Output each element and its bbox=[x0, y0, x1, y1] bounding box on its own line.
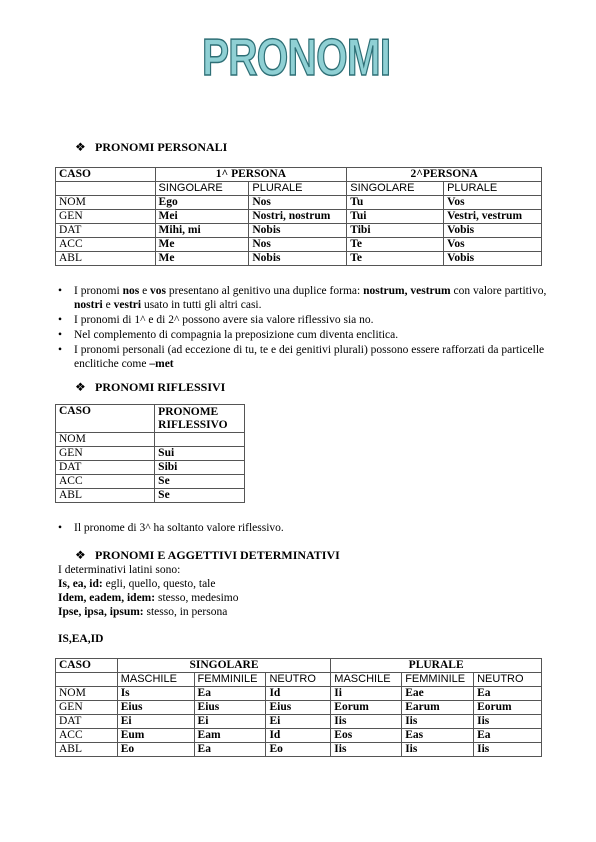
subheader-cell: MASCHILE bbox=[331, 673, 402, 687]
subheader-cell: MASCHILE bbox=[117, 673, 194, 687]
table-row bbox=[56, 461, 245, 475]
table-row bbox=[56, 252, 542, 266]
table-cell: Ea bbox=[474, 729, 542, 743]
section-heading-text: PRONOMI E AGGETTIVI DETERMINATIVI bbox=[95, 548, 340, 562]
list-item: • I pronomi personali (ad eccezione di tu, te e dei genitivi plurali) possono essere rafforzati da particelle enclitiche come –met bbox=[58, 343, 548, 371]
table-cell: Ea bbox=[474, 687, 542, 701]
empty-cell bbox=[56, 182, 156, 196]
table-cell: Ii bbox=[331, 687, 402, 701]
table-cell: Eum bbox=[117, 729, 194, 743]
subheader-cell: FEMMINILE bbox=[402, 673, 474, 687]
subheader-cell: SINGOLARE bbox=[155, 182, 249, 196]
section-heading-text: PRONOMI RIFLESSIVI bbox=[95, 380, 226, 394]
case-cell: GEN bbox=[56, 210, 156, 224]
table-cell: Nostri, nostrum bbox=[249, 210, 347, 224]
table-row bbox=[56, 701, 542, 715]
table-cell: Me bbox=[155, 252, 249, 266]
table-cell: Vobis bbox=[444, 224, 542, 238]
is-ea-id-table bbox=[55, 658, 542, 757]
case-cell: GEN bbox=[56, 447, 155, 461]
case-cell: ACC bbox=[56, 475, 155, 489]
table-header-row bbox=[56, 659, 542, 673]
table-row bbox=[56, 475, 245, 489]
subheader-cell: NEUTRO bbox=[474, 673, 542, 687]
header-cell: CASO bbox=[56, 659, 118, 673]
table-cell: Vos bbox=[444, 238, 542, 252]
table-cell: Eius bbox=[117, 701, 194, 715]
case-cell: ACC bbox=[56, 729, 118, 743]
table-header-row bbox=[56, 168, 542, 182]
table-cell: Nobis bbox=[249, 224, 347, 238]
list-item: Idem, eadem, idem: stesso, medesimo bbox=[58, 592, 239, 604]
table-cell: Ei bbox=[194, 715, 266, 729]
determinativi-list bbox=[58, 563, 238, 619]
table-cell: Te bbox=[347, 238, 444, 252]
subheader-cell: FEMMINILE bbox=[194, 673, 266, 687]
header-cell: SINGOLARE bbox=[117, 659, 331, 673]
table-cell: Se bbox=[155, 489, 245, 503]
reflexive-pronouns-table bbox=[55, 404, 245, 503]
table-cell: Iis bbox=[402, 743, 474, 757]
table-row bbox=[56, 196, 542, 210]
table-row bbox=[56, 210, 542, 224]
header-cell: CASO bbox=[56, 168, 156, 182]
table-cell: Eo bbox=[266, 743, 331, 757]
table-cell: Vos bbox=[444, 196, 542, 210]
list-item: Is, ea, id: egli, quello, questo, tale bbox=[58, 578, 216, 590]
table-cell: Me bbox=[155, 238, 249, 252]
table-cell: Vobis bbox=[444, 252, 542, 266]
table-header-row bbox=[56, 405, 245, 433]
subheader-cell: NEUTRO bbox=[266, 673, 331, 687]
table-row bbox=[56, 433, 245, 447]
list-item: • I pronomi nos e vos presentano al genitivo una duplice forma: nostrum, vestrum con valore partitivo, nostri e vestri usato in tutti gli altri casi. bbox=[58, 284, 548, 312]
table-cell: Ei bbox=[117, 715, 194, 729]
table-cell: Eo bbox=[117, 743, 194, 757]
case-cell: DAT bbox=[56, 461, 155, 475]
list-item: • Il pronome di 3^ ha soltanto valore riflessivo. bbox=[58, 521, 548, 535]
table-cell: Iis bbox=[474, 743, 542, 757]
notes-list-personali bbox=[58, 284, 548, 371]
header-cell: PLURALE bbox=[331, 659, 542, 673]
table-row bbox=[56, 743, 542, 757]
notes-list-riflessivi bbox=[58, 521, 548, 535]
intro-text: I determinativi latini sono: bbox=[58, 564, 181, 576]
table-row bbox=[56, 489, 245, 503]
table-cell: Ea bbox=[194, 687, 266, 701]
table-cell: Nos bbox=[249, 196, 347, 210]
list-item: • I pronomi di 1^ e di 2^ possono avere sia valore riflessivo sia no. bbox=[58, 313, 548, 327]
case-cell: ABL bbox=[56, 743, 118, 757]
diamond-bullet-icon: ❖ bbox=[75, 548, 86, 562]
table-cell: Mihi, mi bbox=[155, 224, 249, 238]
table-row bbox=[56, 238, 542, 252]
subheader-cell: PLURALE bbox=[444, 182, 542, 196]
subheader-cell: SINGOLARE bbox=[347, 182, 444, 196]
diamond-bullet-icon: ❖ bbox=[75, 380, 86, 394]
table-cell: Id bbox=[266, 729, 331, 743]
case-cell: NOM bbox=[56, 687, 118, 701]
list-item: Ipse, ipsa, ipsum: stesso, in persona bbox=[58, 606, 228, 618]
table-subheader-row bbox=[56, 182, 542, 196]
table-cell: Eorum bbox=[474, 701, 542, 715]
table-cell: Earum bbox=[402, 701, 474, 715]
table-row bbox=[56, 729, 542, 743]
table-cell: Id bbox=[266, 687, 331, 701]
table-row bbox=[56, 224, 542, 238]
table-cell: Se bbox=[155, 475, 245, 489]
table-cell: Eos bbox=[331, 729, 402, 743]
table-cell: Eas bbox=[402, 729, 474, 743]
page-title: PRONOMI bbox=[202, 29, 391, 87]
header-cell: CASO bbox=[56, 405, 155, 433]
subheader-cell: PLURALE bbox=[249, 182, 347, 196]
table-cell: Eorum bbox=[331, 701, 402, 715]
table-cell: Nobis bbox=[249, 252, 347, 266]
section-heading-riflessivi bbox=[75, 380, 225, 395]
empty-cell bbox=[56, 673, 118, 687]
table-cell: Ei bbox=[266, 715, 331, 729]
table-cell: Iis bbox=[402, 715, 474, 729]
table-cell: Is bbox=[117, 687, 194, 701]
personal-pronouns-table bbox=[55, 167, 542, 266]
case-cell: ABL bbox=[56, 252, 156, 266]
table-cell: Tui bbox=[347, 210, 444, 224]
table-cell: Tu bbox=[347, 196, 444, 210]
table-cell: Vestri, vestrum bbox=[444, 210, 542, 224]
section-heading-determinativi bbox=[75, 548, 340, 563]
case-cell: NOM bbox=[56, 433, 155, 447]
table-cell: Eius bbox=[266, 701, 331, 715]
header-cell: 1^ PERSONA bbox=[155, 168, 347, 182]
table-cell: Te bbox=[347, 252, 444, 266]
case-cell: NOM bbox=[56, 196, 156, 210]
header-cell: PRONOME RIFLESSIVO bbox=[155, 405, 245, 433]
table-row bbox=[56, 447, 245, 461]
table-cell: Eam bbox=[194, 729, 266, 743]
table-cell: Nos bbox=[249, 238, 347, 252]
table-cell: Tibi bbox=[347, 224, 444, 238]
subheading-is-ea-id: IS,EA,ID bbox=[58, 633, 104, 645]
case-cell: ACC bbox=[56, 238, 156, 252]
table-cell: Iis bbox=[474, 715, 542, 729]
list-item: • Nel complemento di compagnia la preposizione cum diventa enclitica. bbox=[58, 328, 548, 342]
case-cell: DAT bbox=[56, 224, 156, 238]
diamond-bullet-icon: ❖ bbox=[75, 140, 86, 154]
table-row bbox=[56, 715, 542, 729]
table-cell: Sibi bbox=[155, 461, 245, 475]
case-cell: DAT bbox=[56, 715, 118, 729]
table-cell: Sui bbox=[155, 447, 245, 461]
section-heading-personali bbox=[75, 140, 227, 155]
table-cell: Iis bbox=[331, 715, 402, 729]
table-row bbox=[56, 687, 542, 701]
table-cell: Ea bbox=[194, 743, 266, 757]
section-heading-text: PRONOMI PERSONALI bbox=[95, 140, 228, 154]
case-cell: ABL bbox=[56, 489, 155, 503]
table-cell: Eae bbox=[402, 687, 474, 701]
table-cell bbox=[155, 433, 245, 447]
table-subheader-row bbox=[56, 673, 542, 687]
table-cell: Ego bbox=[155, 196, 249, 210]
table-cell: Eius bbox=[194, 701, 266, 715]
table-cell: Iis bbox=[331, 743, 402, 757]
table-cell: Mei bbox=[155, 210, 249, 224]
header-cell: 2^PERSONA bbox=[347, 168, 542, 182]
case-cell: GEN bbox=[56, 701, 118, 715]
